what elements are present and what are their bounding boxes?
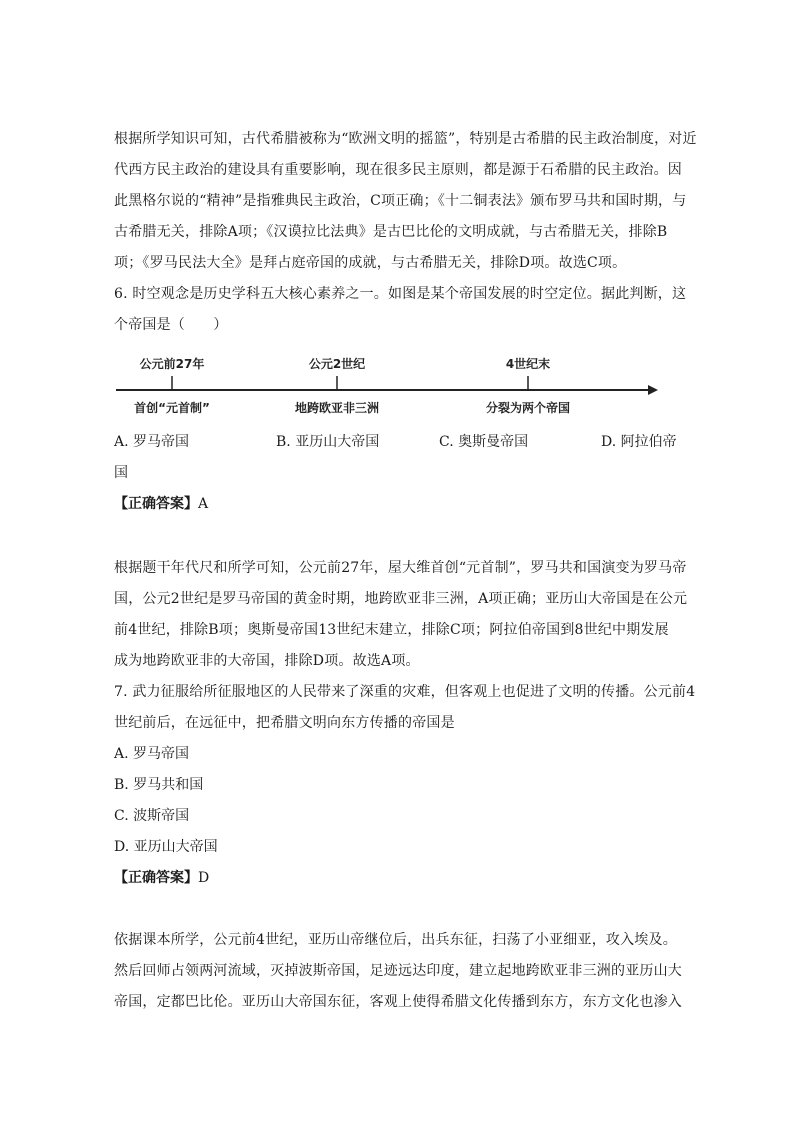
timeline-date-3: 4世纪末 <box>505 357 551 371</box>
text-line: 根据所学知识可知，古代希腊被称为“欧洲文明的摇篮”，特别是古希腊的民主政治制度，对近 <box>114 131 697 147</box>
timeline-figure <box>112 346 672 426</box>
text-line: 然后回师占领两河流域，灭掉波斯帝国，足迹远达印度，建立起地跨欧亚非三洲的亚历山大 <box>114 963 682 979</box>
question-7-stem <box>114 677 696 739</box>
text-line: 古希腊无关，排除A项；《汉谟拉比法典》是古巴比伦的文明成就，与古希腊无关，排除B <box>114 224 668 240</box>
timeline-event-2: 地跨欧亚非三洲 <box>294 401 380 415</box>
timeline-event-3: 分裂为两个帝国 <box>485 401 571 415</box>
option-b[interactable]: B. 罗马共和国 <box>114 777 204 793</box>
text-line: 国，公元2世纪是罗马帝国的黄金时期，地跨欧亚非三洲，A项正确；亚历山大帝国是在公元 <box>114 591 688 607</box>
answer-value: A <box>198 496 209 512</box>
question-6-answer <box>114 489 684 520</box>
question-6-stem <box>114 279 687 341</box>
option-c[interactable]: C. 波斯帝国 <box>114 808 190 824</box>
text-line: 依据课本所学，公元前4世纪，亚历山帝继位后，出兵东征，扫荡了小亚细亚，攻入埃及。 <box>114 932 677 948</box>
question-6-explanation <box>114 553 688 677</box>
question-7-explanation <box>114 925 684 1018</box>
text-line: 前4世纪，排除B项；奥斯曼帝国13世纪末建立，排除C项；阿拉伯帝国到8世纪中期发展 <box>114 622 669 638</box>
question-7-answer <box>114 863 684 894</box>
text-line: 代西方民主政治的建设具有重要影响，现在很多民主原则，都是源于石希腊的民主政治。因 <box>114 162 682 178</box>
option-d-wrap: 国 <box>114 465 128 481</box>
option-d[interactable]: D. 亚历山大帝国 <box>114 839 218 855</box>
option-b[interactable]: B. 亚历山大帝国 <box>276 434 380 450</box>
text-line: 此黑格尔说的“精神”是指雅典民主政治，C项正确；《十二铜表法》颁布罗马共和国时期，与 <box>114 193 687 209</box>
option-a[interactable]: A. 罗马帝国 <box>114 434 190 450</box>
text-line: 个帝国是（ ） <box>114 317 228 333</box>
option-d[interactable]: D. 阿拉伯帝 <box>601 434 677 450</box>
timeline-date-1: 公元前27年 <box>139 357 205 371</box>
option-a[interactable]: A. 罗马帝国 <box>114 746 190 762</box>
text-line: 成为地跨欧亚非的大帝国，排除D项。故选A项。 <box>114 653 420 669</box>
question-6-options <box>114 427 684 520</box>
timeline-arrow <box>648 385 658 395</box>
text-line: 帝国，定都巴比伦。亚历山大帝国东征，客观上使得希腊文化传播到东方，东方文化也渗入 <box>114 994 682 1010</box>
text-line: 世纪前后，在远征中，把希腊文明向东方传播的帝国是 <box>114 715 455 731</box>
timeline-event-1: 首创“元首制” <box>134 401 210 415</box>
answer-label: 【正确答案】 <box>114 870 198 886</box>
text-line: 项；《罗马民法大全》是拜占庭帝国的成就，与古希腊无关，排除D项。故选C项。 <box>114 255 627 271</box>
answer-label: 【正确答案】 <box>114 496 198 512</box>
question-7-options <box>114 739 684 894</box>
timeline-date-2: 公元2世纪 <box>308 357 366 371</box>
option-c[interactable]: C. 奥斯曼帝国 <box>439 434 529 450</box>
text-line: 6. 时空观念是历史学科五大核心素养之一。如图是某个帝国发展的时空定位。据此判断，这 <box>114 286 687 302</box>
prev-explanation <box>114 124 697 279</box>
answer-value: D <box>198 870 210 886</box>
text-line: 7. 武力征服给所征服地区的人民带来了深重的灾难，但客观上也促进了文明的传播。公元前4 <box>114 684 696 700</box>
text-line: 根据题干年代尺和所学可知，公元前27年，屋大维首创“元首制”，罗马共和国演变为罗马帝 <box>114 560 687 576</box>
